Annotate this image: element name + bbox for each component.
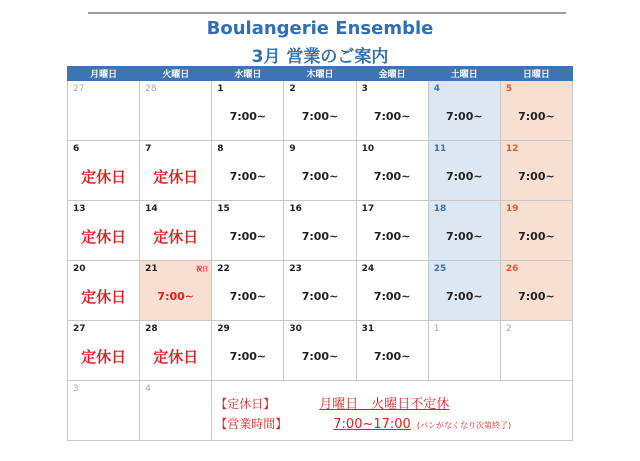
day-number: 17 — [361, 204, 375, 214]
day-number: 18 — [433, 204, 447, 214]
day-number: 1 — [217, 84, 224, 94]
day-number: 31 — [361, 324, 375, 334]
business-hours-subnote: (パンがなくなり次第終了) — [416, 421, 512, 430]
calendar-day-cell — [284, 81, 356, 141]
opening-time: 7:00~ — [229, 170, 267, 183]
weekday-saturday: 土曜日 — [428, 67, 500, 81]
opening-time: 7:00~ — [301, 230, 339, 243]
calendar-day-cell — [212, 201, 284, 261]
opening-time: 7:00~ — [373, 170, 411, 183]
calendar-day-cell — [284, 321, 356, 381]
calendar-day-cell — [500, 141, 572, 201]
opening-time: 7:00~ — [157, 290, 194, 303]
day-number: 12 — [505, 144, 519, 154]
calendar-day-cell — [68, 381, 140, 441]
calendar-day-cell — [68, 141, 140, 201]
day-number: 2 — [289, 84, 296, 94]
opening-time: 7:00~ — [518, 230, 555, 243]
day-number: 24 — [361, 264, 375, 274]
calendar-day-cell — [68, 81, 140, 141]
weekday-thursday: 木曜日 — [284, 67, 356, 81]
calendar-day-cell — [140, 321, 212, 381]
day-number: 4 — [433, 84, 440, 94]
day-number: 14 — [145, 204, 158, 214]
calendar-subtitle: 3月 営業のご案内 — [251, 47, 389, 67]
day-number: 10 — [361, 144, 375, 154]
weekday-monday: 月曜日 — [68, 67, 140, 81]
day-number: 28 — [145, 84, 157, 94]
day-number: 16 — [289, 204, 302, 214]
opening-time: 7:00~ — [301, 170, 339, 183]
calendar-week-row — [68, 381, 573, 441]
day-number: 23 — [289, 264, 302, 274]
opening-time: 7:00~ — [373, 290, 411, 303]
calendar-week-row — [68, 261, 573, 321]
calendar-day-cell — [428, 261, 500, 321]
calendar-week-row — [68, 321, 573, 381]
day-number: 29 — [217, 324, 230, 334]
calendar-day-cell — [284, 261, 356, 321]
calendar-day-cell — [428, 201, 500, 261]
calendar-day-cell — [356, 321, 428, 381]
day-number: 8 — [217, 144, 224, 154]
day-number: 25 — [433, 264, 447, 274]
day-number: 1 — [433, 324, 440, 334]
opening-time: 7:00~ — [445, 170, 483, 183]
closed-day-label: 定休日 — [81, 228, 127, 246]
calendar-day-cell — [68, 201, 140, 261]
calendar-day-cell — [212, 141, 284, 201]
calendar-day-cell — [428, 141, 500, 201]
opening-time: 7:00~ — [445, 110, 483, 123]
calendar-day-cell — [140, 201, 212, 261]
closed-days-value: 月曜日 火曜日不定休 — [319, 397, 450, 412]
weekday-header-row — [68, 67, 573, 81]
closed-day-label: 定休日 — [153, 228, 199, 246]
calendar-day-cell — [500, 81, 572, 141]
day-number: 26 — [505, 264, 519, 274]
weekday-wednesday: 水曜日 — [212, 67, 284, 81]
opening-time: 7:00~ — [373, 350, 411, 363]
opening-time: 7:00~ — [301, 290, 339, 303]
business-hours-value: 7:00~17:00 — [333, 417, 411, 432]
calendar-day-cell — [140, 81, 212, 141]
opening-time: 7:00~ — [301, 350, 339, 363]
calendar-day-cell — [68, 321, 140, 381]
notes-cell — [212, 381, 573, 441]
day-number: 20 — [73, 264, 86, 274]
day-number: 22 — [217, 264, 230, 274]
calendar-day-cell — [68, 261, 140, 321]
calendar-table — [67, 66, 573, 441]
calendar-day-cell — [140, 261, 212, 321]
calendar-day-cell — [500, 261, 572, 321]
calendar-day-cell — [500, 321, 572, 381]
day-number: 3 — [73, 384, 79, 394]
opening-time: 7:00~ — [229, 110, 267, 123]
calendar-day-cell — [284, 141, 356, 201]
day-number: 6 — [73, 144, 80, 154]
closed-day-label: 定休日 — [81, 168, 127, 186]
day-number: 2 — [505, 324, 512, 334]
calendar-day-cell — [356, 201, 428, 261]
day-number: 7 — [145, 144, 152, 154]
day-number: 5 — [505, 84, 513, 94]
opening-time: 7:00~ — [518, 170, 555, 183]
opening-time: 7:00~ — [229, 350, 267, 363]
closed-day-label: 定休日 — [153, 348, 199, 366]
day-number: 9 — [289, 144, 296, 154]
calendar-day-cell — [356, 81, 428, 141]
closed-days-label: 【定休日】 — [215, 397, 276, 411]
weekday-tuesday: 火曜日 — [140, 67, 212, 81]
weekday-sunday: 日曜日 — [500, 67, 572, 81]
day-number: 30 — [289, 324, 302, 334]
day-number: 27 — [73, 84, 85, 94]
opening-time: 7:00~ — [445, 290, 483, 303]
calendar-body — [68, 81, 573, 441]
closed-day-label: 定休日 — [153, 168, 199, 186]
opening-time: 7:00~ — [445, 230, 483, 243]
calendar-day-cell — [284, 201, 356, 261]
calendar-day-cell — [500, 201, 572, 261]
opening-time: 7:00~ — [518, 110, 555, 123]
calendar-day-cell — [428, 81, 500, 141]
business-hours-label: 【営業時間】 — [215, 417, 288, 431]
calendar-day-cell — [212, 261, 284, 321]
day-number: 4 — [145, 384, 151, 394]
closed-day-label: 定休日 — [81, 288, 127, 306]
day-number: 11 — [433, 144, 447, 154]
opening-time: 7:00~ — [229, 230, 267, 243]
calendar-day-cell — [140, 141, 212, 201]
closed-day-label: 定休日 — [81, 348, 127, 366]
day-number: 21 — [145, 264, 158, 274]
calendar-day-cell — [140, 381, 212, 441]
day-number: 3 — [361, 84, 368, 94]
opening-time: 7:00~ — [301, 110, 339, 123]
closed-days-note — [215, 393, 449, 412]
opening-time: 7:00~ — [229, 290, 267, 303]
day-number: 28 — [145, 324, 158, 334]
calendar-day-cell — [428, 321, 500, 381]
holiday-badge: 祝日 — [196, 266, 209, 273]
day-number: 27 — [73, 324, 86, 334]
calendar-week-row — [68, 141, 573, 201]
business-hours-note — [215, 415, 511, 432]
shop-title: Boulangerie Ensemble — [206, 18, 434, 39]
day-number: 19 — [505, 204, 519, 214]
calendar-day-cell — [356, 141, 428, 201]
calendar-day-cell — [356, 261, 428, 321]
opening-time: 7:00~ — [373, 110, 411, 123]
opening-time: 7:00~ — [518, 290, 555, 303]
calendar-day-cell — [212, 321, 284, 381]
calendar-week-row — [68, 81, 573, 141]
day-number: 13 — [73, 204, 86, 214]
opening-time: 7:00~ — [373, 230, 411, 243]
calendar-week-row — [68, 201, 573, 261]
top-divider — [88, 12, 566, 14]
day-number: 15 — [217, 204, 230, 214]
calendar-day-cell — [212, 81, 284, 141]
weekday-friday: 金曜日 — [356, 67, 428, 81]
